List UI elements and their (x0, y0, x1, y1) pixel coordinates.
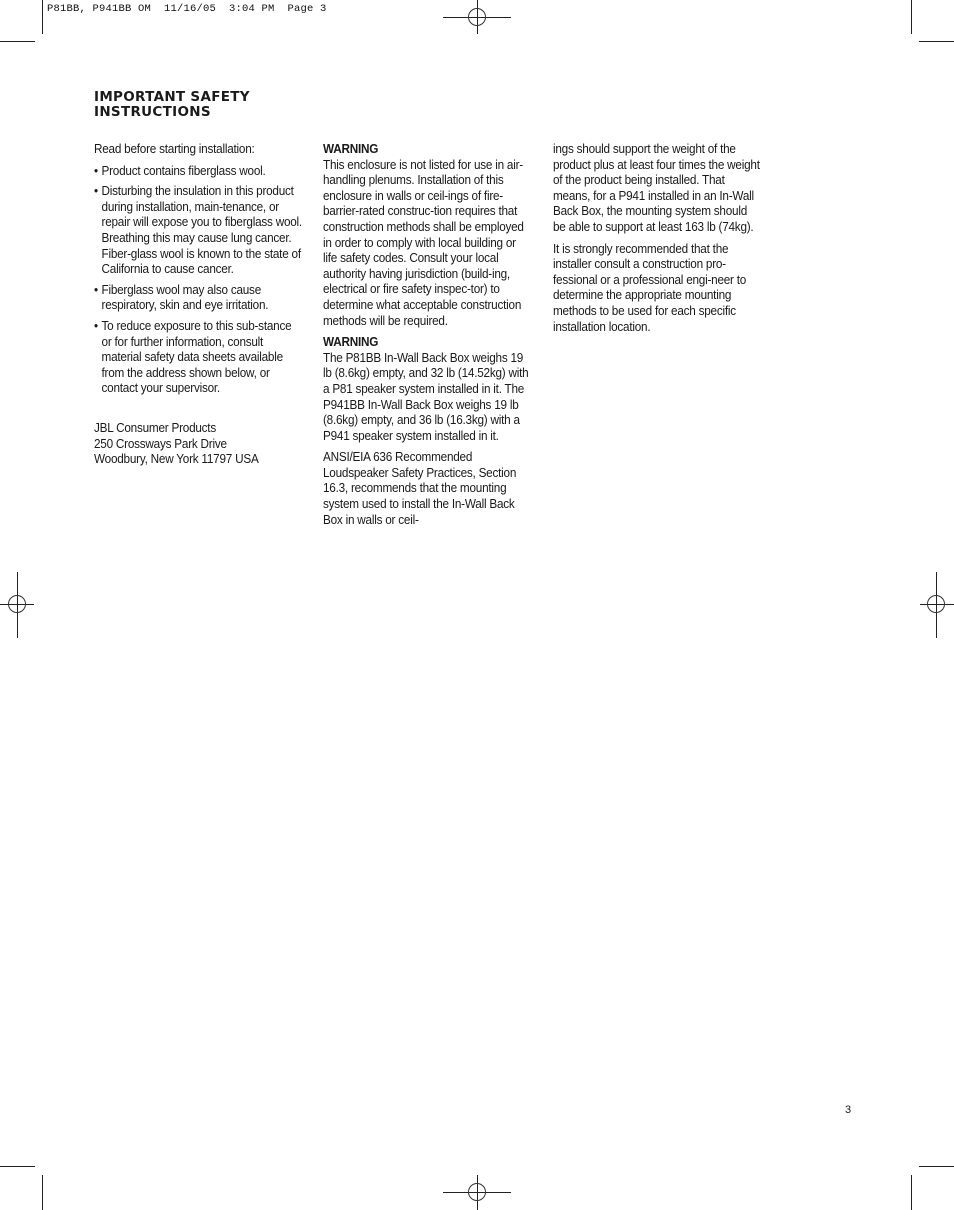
registration-circle-icon (927, 595, 945, 613)
list-item: • Product contains fiberglass wool. (94, 164, 303, 180)
page-title-line: INSTRUCTIONS (94, 104, 211, 120)
crop-mark (42, 0, 43, 34)
list-item: • Disturbing the insulation in this product during installation, main-tenance, or repair will expose you to fiberglass wool. Breathing this may cause lung cancer. Fiber-glass wool is known to the state of California to cause cancer. (94, 184, 303, 278)
crop-mark (919, 41, 954, 42)
page-title (94, 90, 250, 120)
ansi-text: ANSI/EIA 636 Recommended Loudspeaker Safety Practices, Section 16.3, recommends that the mounting system used to install the In-Wall Back Box in walls or ceil- (323, 450, 517, 527)
hazard-list (94, 164, 303, 397)
registration-circle-icon (8, 595, 26, 613)
page-number: 3 (845, 1104, 852, 1116)
registration-circle-icon (468, 1183, 486, 1201)
registration-circle-icon (468, 8, 486, 26)
crop-mark (42, 1175, 43, 1210)
warning-text: This enclosure is not listed for use in air-handling plenums. Installation of this enclosure in walls or ceil-ings of fire-barrier-rated construc-tion requires that construction methods shall be employed in order to comply with local building or life safety codes. Consult your local authority having jurisdiction (build-ing, electrical or fire safety inspec-tor) to determine what acceptable construction methods will be required. (323, 157, 524, 328)
crop-mark (0, 41, 35, 42)
recommendation-text: It is strongly recommended that the installer consult a construction pro-fessional or a professional engi-neer to determine the appropriate mounting methods to be used for each specific installation location. (553, 241, 747, 334)
crop-mark (0, 1166, 35, 1167)
column-2 (323, 142, 532, 534)
warning-heading: WARNING (323, 335, 379, 350)
list-item: • Fiberglass wool may also cause respiratory, skin and eye irritation. (94, 283, 303, 314)
warning-text: The P81BB In-Wall Back Box weighs 19 lb (8.6kg) empty, and 32 lb (14.52kg) with a P81 speaker system installed in it. The P941BB In-Wall Back Box weighs 19 lb (8.6kg) empty, and 36 lb (16.3kg) with a P941 speaker system installed in it. (323, 350, 529, 443)
crop-mark (911, 1175, 912, 1210)
crop-mark (919, 1166, 954, 1167)
warning-heading: WARNING (323, 142, 379, 156)
address-line: 250 Crossways Park Drive (94, 436, 227, 451)
address-line: Woodbury, New York 11797 USA (94, 452, 259, 467)
company-address (94, 421, 303, 468)
continued-text: ings should support the weight of the product plus at least four times the weight of the product being installed. That means, for a P941 installed in an In-Wall Back Box, the mounting system should be able to support at least 163 lb (74kg). (553, 142, 760, 234)
column-3 (553, 142, 762, 341)
page-title-line: IMPORTANT SAFETY (94, 89, 250, 105)
warning-plenum (323, 142, 532, 329)
list-item: • To reduce exposure to this sub-stance or for further information, consult material safety data sheets available from the address shown below, or contact your supervisor. (94, 319, 303, 397)
address-line: JBL Consumer Products (94, 420, 216, 435)
column-1 (94, 142, 303, 468)
intro-text: Read before starting installation: (94, 142, 255, 156)
warning-weight (323, 335, 532, 444)
crop-mark (911, 0, 912, 34)
print-slug: P81BB, P941BB OM 11/16/05 3:04 PM Page 3 (47, 3, 327, 15)
